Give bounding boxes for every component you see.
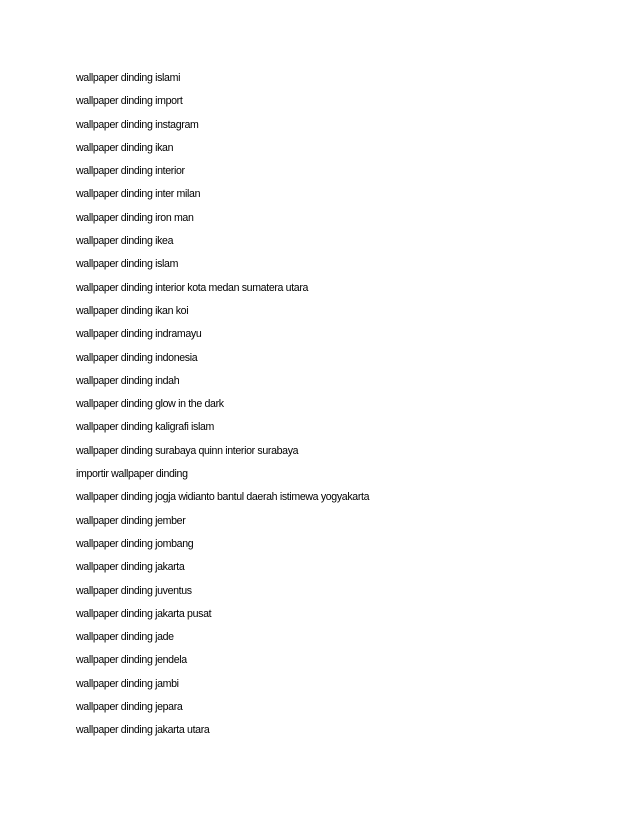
list-item: wallpaper dinding ikea	[76, 235, 174, 248]
list-item: wallpaper dinding glow in the dark	[76, 398, 224, 411]
list-item: wallpaper dinding jakarta pusat	[76, 607, 212, 620]
list-item: wallpaper dinding iron man	[76, 211, 194, 224]
list-item: wallpaper dinding instagram	[76, 118, 199, 131]
list-item: wallpaper dinding surabaya quinn interior surabaya	[76, 444, 299, 457]
list-item: wallpaper dinding kaligrafi islam	[76, 421, 215, 434]
list-item: wallpaper dinding jakarta utara	[76, 724, 210, 737]
list-item: wallpaper dinding jepara	[76, 701, 183, 714]
list-item: wallpaper dinding jendela	[76, 654, 187, 667]
list-item: wallpaper dinding jambi	[76, 677, 179, 690]
list-item: wallpaper dinding indah	[76, 374, 180, 387]
list-item: wallpaper dinding jade	[76, 631, 174, 644]
keyword-list	[76, 71, 596, 747]
list-item: wallpaper dinding interior kota medan sumatera utara	[76, 281, 309, 294]
list-item: wallpaper dinding juventus	[76, 584, 192, 597]
list-item: wallpaper dinding jogja widianto bantul daerah istimewa yogyakarta	[76, 491, 370, 504]
list-item: wallpaper dinding indramayu	[76, 328, 202, 341]
list-item: wallpaper dinding interior	[76, 165, 185, 178]
list-item: wallpaper dinding islami	[76, 72, 181, 84]
list-item: wallpaper dinding jakarta	[76, 561, 185, 574]
list-item: wallpaper dinding jombang	[76, 537, 194, 550]
list-item: importir wallpaper dinding	[76, 468, 188, 481]
list-item: wallpaper dinding import	[76, 95, 183, 108]
list-item: wallpaper dinding ikan koi	[76, 304, 189, 317]
list-item: wallpaper dinding islam	[76, 258, 179, 271]
list-item: wallpaper dinding ikan	[76, 141, 174, 154]
list-item: wallpaper dinding inter milan	[76, 188, 201, 201]
list-item: wallpaper dinding indonesia	[76, 351, 198, 364]
list-item: wallpaper dinding jember	[76, 514, 186, 527]
